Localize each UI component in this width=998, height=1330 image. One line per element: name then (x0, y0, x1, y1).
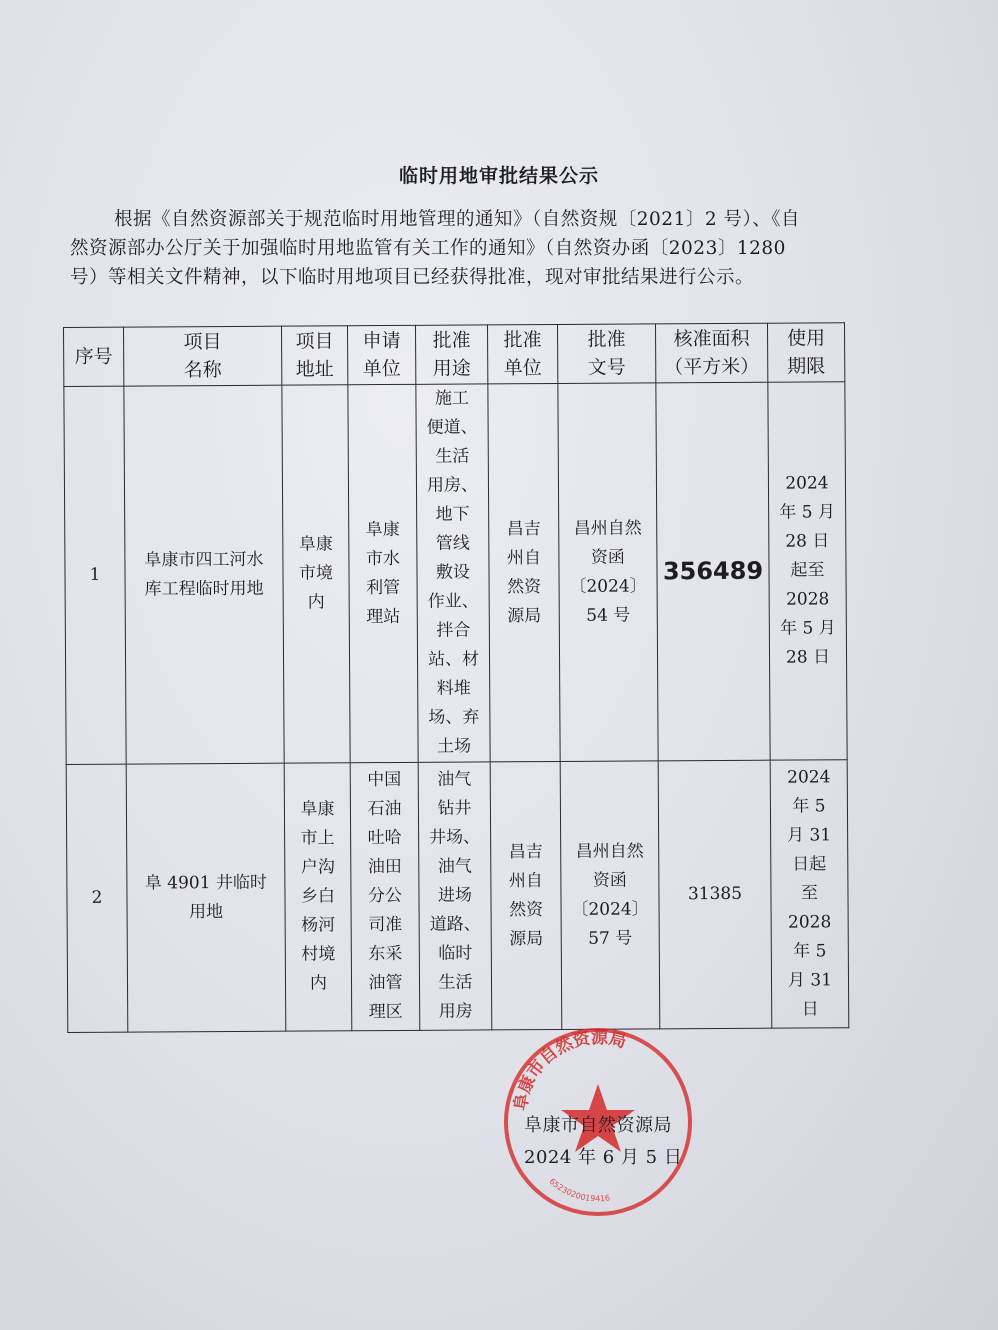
intro-paragraph (70, 205, 850, 292)
table-row (64, 382, 847, 765)
svg-text:阜康市自然资源局: 阜康市自然资源局 (510, 1027, 629, 1113)
cell-approver: 昌吉 州自 然资 源局 (488, 383, 560, 761)
svg-text:6523020019416: 6523020019416 (547, 1176, 611, 1204)
header-name: 项目 名称 (124, 326, 282, 386)
header-approver: 批准 单位 (487, 324, 557, 383)
header-no: 序号 (64, 327, 124, 386)
cell-no: 2 (66, 764, 128, 1032)
cell-purpose: 施工 便道、 生活 用房、 地下 管线 敷设 作业、 拌合 站、材 料堆 场、弃 土场 (416, 384, 490, 762)
cell-period: 2024 年 5 月 31 日起 至 2028 年 5 月 31 日 (770, 760, 849, 1028)
header-purpose: 批准 用途 (415, 325, 487, 384)
cell-applicant: 阜康 市水 利管 理站 (348, 384, 418, 762)
cell-doc-no: 昌州自然 资函 〔2024〕 57 号 (560, 761, 660, 1030)
intro-line-2: 然资源部办公厅关于加强临时用地监管有关工作的通知》（自然资办函〔2023〕1280 (70, 238, 786, 259)
header-period: 使用 期限 (767, 323, 844, 382)
cell-applicant: 中国 石油 吐哈 油田 分公 司准 东采 油管 理区 (350, 762, 420, 1030)
cell-name: 阜康市四工河水 库工程临时用地 (124, 385, 284, 764)
header-applicant: 申请 单位 (347, 325, 415, 384)
header-doc-no: 批准 文号 (557, 324, 655, 384)
cell-area: 31385 (658, 760, 772, 1029)
intro-line-1: 根据《自然资源部关于规范临时用地管理的通知》（自然资规〔2021〕2 号）、《自 (114, 209, 800, 230)
cell-name: 阜 4901 井临时 用地 (126, 763, 286, 1032)
cell-no: 1 (64, 386, 126, 764)
cell-approver: 昌吉 州自 然资 源局 (490, 761, 562, 1029)
signing-organization: 阜康市自然资源局 (524, 1115, 672, 1136)
header-area: 核准面积 （平方米） (655, 323, 767, 383)
cell-address: 阜康 市上 户沟 乡白 杨河 村境 内 (284, 763, 352, 1031)
signing-date: 2024 年 6 月 5 日 (524, 1147, 683, 1168)
cell-doc-no: 昌州自然 资函 〔2024〕 54 号 (558, 383, 658, 762)
cell-area: 356489 (656, 382, 770, 761)
cell-address: 阜康 市境 内 (282, 385, 350, 763)
cell-period: 2024 年 5 月 28 日 起至 2028 年 5 月 28 日 (768, 382, 847, 760)
table-header-row (64, 323, 845, 387)
signature-block (524, 1110, 682, 1174)
intro-line-3: 号）等相关文件精神，以下临时用地项目已经获得批准，现对审批结果进行公示。 (70, 267, 755, 288)
table-row (66, 760, 849, 1033)
approval-table (63, 322, 849, 1033)
cell-purpose: 油气 钻井 井场、 油气 进场 道路、 临时 生活 用房 (418, 762, 492, 1030)
page-title: 临时用地审批结果公示 (398, 165, 599, 187)
header-address: 项目 地址 (281, 326, 347, 385)
